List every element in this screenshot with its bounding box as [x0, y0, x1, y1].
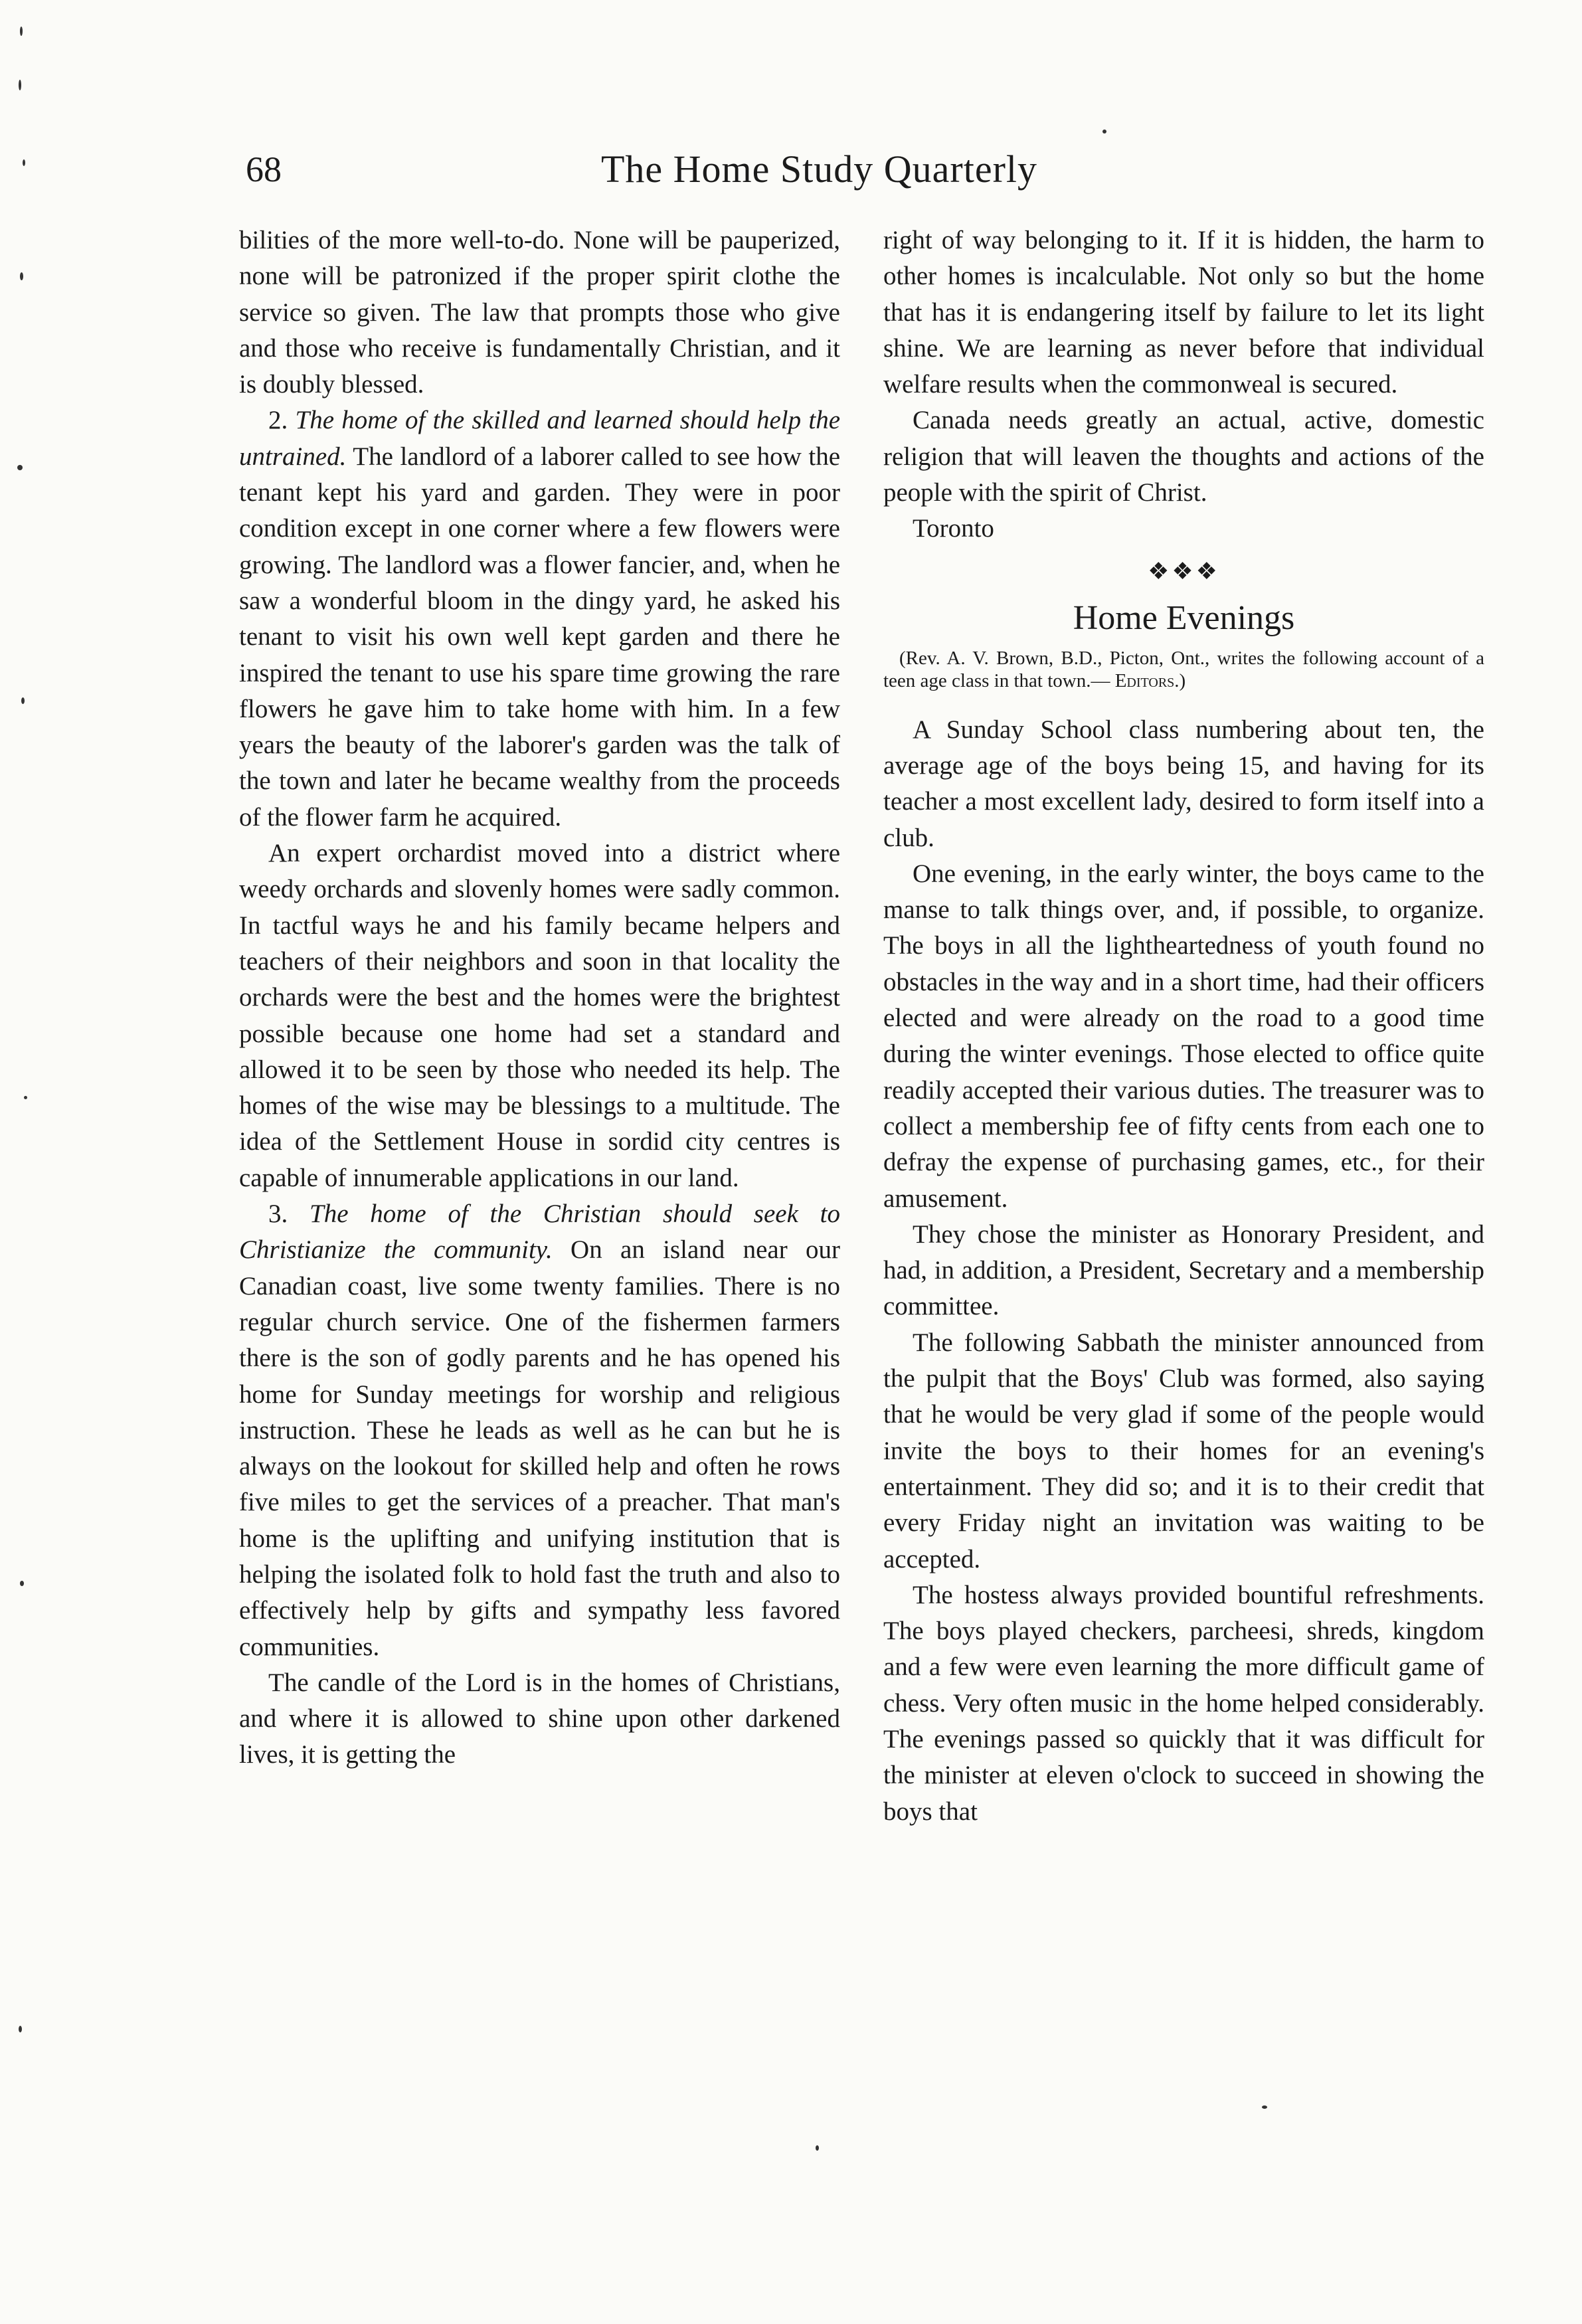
point-body-2: The landlord of a laborer called to see how the tenant kept his yard and garden. They were in poor condition except in one corner where a few flowers were growing. The landlord was a flower fancier, and, when he saw a wonderful bloom in the dingy yard, he asked his tenant to visit his own well kept garden and there he inspired the tenant to use his spare time growing the rare flowers he gave him to take home with him. In a few years the beauty of the laborer's garden was the talk of the town and later he became wealthy from the proceeds of the flower farm he acquired. [239, 442, 841, 832]
right-paragraph-3: A Sunday School class numbering about ten, the average age of the boys being 15, and having for its teacher a most excellent lady, desired to form itself into a club. [883, 715, 1484, 852]
scan-speck [20, 272, 23, 280]
right-paragraph-6: The following Sabbath the minister announced from the pulpit that the Boys' Club was formed, also saying that he would be very glad if some of the people would invite the boys to their homes for an evening's entertainment. They did so; and it is to their credit that every Friday night an invitation was waiting to be accepted. [883, 1328, 1484, 1573]
left-paragraph-4 [239, 1196, 840, 1665]
point-heading-3: The home of the Christian should seek to Christianize the community. [239, 1200, 840, 1265]
left-paragraph-3: An expert orchardist moved into a district where weedy orchards and slovenly homes were sadly common. In tactful ways he and his family became helpers and teachers of their neighbors and soon in that locality the orchards were the best and the homes were the brightest possible because one home had set a standard and allowed it to be seen by those who needed its help. The homes of the wise may be blessings to a multitude. The idea of the Settlement House in sordid city centres is capable of innumerable applications in our land. [239, 839, 840, 1192]
page-header [246, 143, 1388, 203]
point-number-2: 2. [268, 406, 288, 435]
scan-speck [21, 697, 25, 704]
left-column [239, 223, 840, 1773]
right-paragraph-1: right of way belonging to it. If it is hidden, the harm to other homes is incalculable. Not only so but the home that has it is endangering itself by failure to let its light shine. We are learning as never before that individual welfare results when the commonweal is secured. [883, 226, 1484, 399]
scan-speck [17, 465, 23, 470]
scan-speck [816, 2145, 819, 2151]
scan-speck [20, 1581, 24, 1586]
journal-title: The Home Study Quarterly [601, 147, 1038, 191]
point-body-3: On an island near our Canadian coast, live some twenty families. There is no regular church service. One of the fishermen farmers there is the son of godly parents and he has opened his home for Sunday meetings for worship and religious instruction. These he leads as well as he can but he is always on the lookout for skilled help and often he rows five miles to get the services of a preacher. That man's home is the uplifting and unifying institution that is helping the isolated folk to hold fast the truth and also to effectively help by gifts and sympathy less favored communities. [239, 1235, 841, 1661]
scan-speck [19, 80, 21, 90]
editor-note-signature: Editors.) [1114, 670, 1186, 691]
right-paragraph-7: The hostess always provided bountiful refreshments. The boys played checkers, parcheesi, shreds, kingdom and a few were even learning the more difficult game of chess. Very often music in the home helped considerably. The evenings passed so quickly that it was difficult for the minister at eleven o'clock to succeed in showing the boys that [883, 1580, 1484, 1826]
section-divider-ornament: ❖❖❖ [1148, 557, 1220, 584]
scan-speck [23, 159, 25, 166]
point-heading-2: The home of the skilled and learned should help the untrained. [239, 406, 841, 471]
right-paragraph-2: Canada needs greatly an actual, active, domestic religion that will leaven the thoughts and actions of the people with the spirit of Christ. [883, 406, 1484, 507]
page-number: 68 [246, 149, 282, 189]
scan-speck [19, 2026, 22, 2032]
scan-speck [24, 1096, 27, 1099]
scan-speck [1262, 2105, 1267, 2109]
right-column [883, 223, 1484, 1830]
scan-speck [1102, 130, 1106, 134]
left-paragraph-5: The candle of the Lord is in the homes of Christians, and where it is allowed to shine upon other darkened lives, it is getting the [239, 1668, 840, 1769]
point-number-3: 3. [268, 1200, 288, 1229]
editor-note [883, 647, 1484, 692]
editor-note-text: (Rev. A. V. Brown, B.D., Picton, Ont., writes the following account of a teen age class in that town.— [883, 647, 1484, 691]
right-paragraph-5: They chose the minister as Honorary President, and had, in addition, a President, Secretary and a membership committee. [883, 1219, 1484, 1321]
left-paragraph-1: bilities of the more well-to-do. None will be pauperized, none will be patronized if the proper spirit clothe the service so given. The law that prompts those who give and those who receive is fundamentally Christian, and it is doubly blessed. [239, 226, 840, 399]
left-paragraph-2 [239, 402, 840, 836]
section-title: Home Evenings [1073, 598, 1295, 637]
right-paragraph-4: One evening, in the early winter, the boys came to the manse to talk things over, and, if possible, to organize. The boys in all the lightheartedness of youth found no obstacles in the way and in a short time, had their officers elected and were already on the road to a good time during the winter evenings. Those elected to office quite readily accepted their various duties. The treasurer was to collect a membership fee of fifty cents from each one to defray the expense of purchasing games, etc., for their amusement. [883, 859, 1484, 1213]
scan-speck [20, 27, 23, 36]
place-name: Toronto [913, 514, 994, 543]
